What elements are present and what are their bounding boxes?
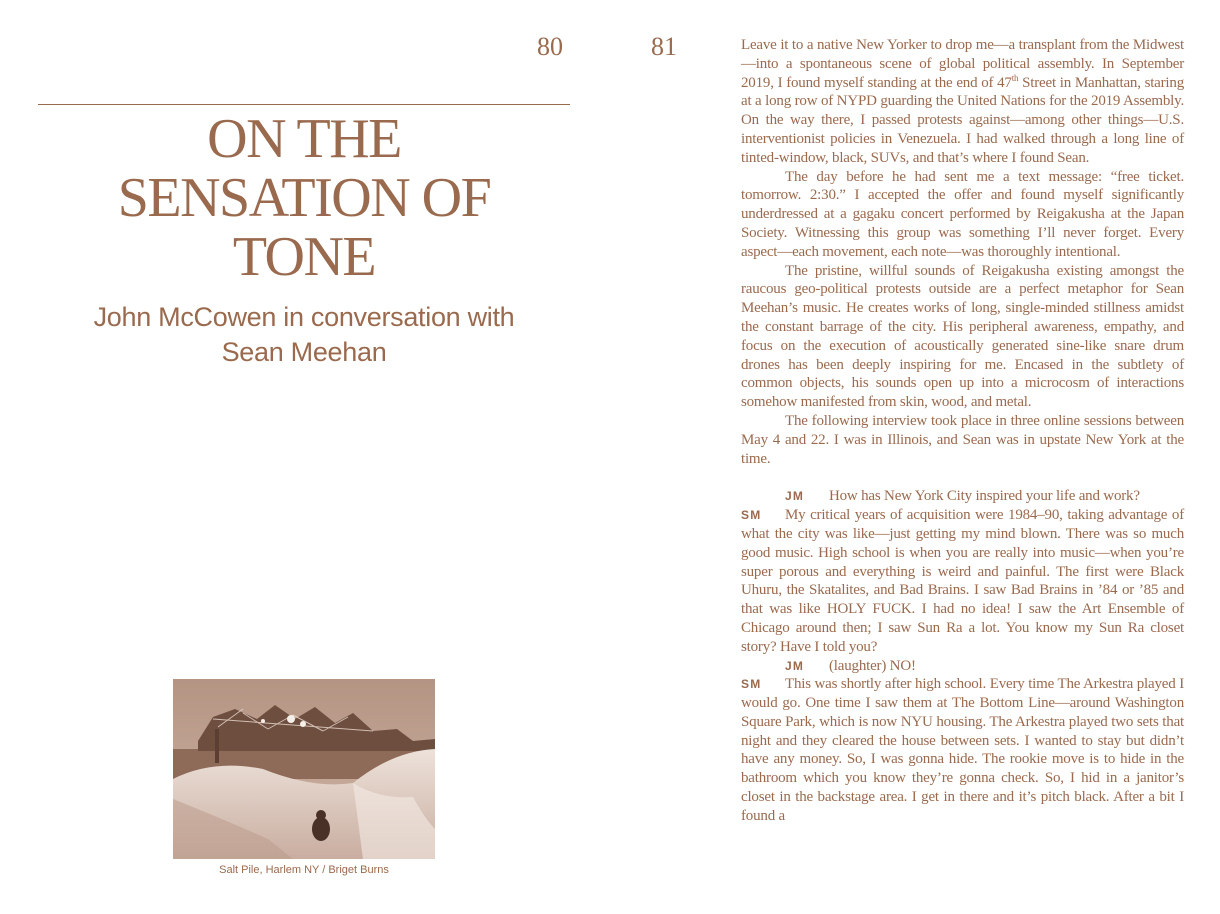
interview-turn: JM How has New York City inspired your life and work? xyxy=(785,488,1140,505)
intro-paragraph: The following interview took place in three online sessions between May 4 and 22. I was in Illinois, and Sean was in upstate New York at the time. xyxy=(741,412,1184,467)
photo-caption: Salt Pile, Harlem NY / Briget Burns xyxy=(219,864,389,876)
section-gap xyxy=(741,468,1184,487)
speaker-label: SM xyxy=(741,508,762,523)
speaker-label: JM xyxy=(785,658,805,673)
title-line-2: SENSATION OF xyxy=(117,167,491,229)
title-rule xyxy=(38,104,570,105)
title-line-3: TONE xyxy=(232,226,376,288)
intro-paragraph: The day before he had sent me a text message: “free ticket. tomorrow. 2:30.” I accepted the offer and found myself significantly underdressed at a gagaku concert performed by Reigakusha at the Japan Society. Witnessing this group was something I’ll never forget. Every aspect—each movement, each note—was thoroughly intentional. xyxy=(741,168,1184,260)
article-body xyxy=(741,36,1184,826)
interview-turn: SM My critical years of acquisition were 1984–90, taking advantage of what the city was like—just getting my mind blown. There was so much good music. High school is when you are really into music—when you’re super porous and everything is weird and painful. The first were Black Uhuru, the Skatalites, and Bad Brains. I saw Bad Brains in ’84 or ’85 and that was like HOLY FUCK. I had no idea! I saw the Art Ensemble of Chicago around then; I saw Sun Ra a lot. You know my Sun Ra closet story? Have I told you? xyxy=(741,507,1184,655)
speaker-label: JM xyxy=(785,489,805,504)
title-line-1: ON THE xyxy=(207,108,401,170)
subtitle-line-1: John McCowen in conversation with xyxy=(93,302,515,332)
salt-pile-photo xyxy=(173,679,435,859)
article-title xyxy=(38,110,570,287)
interview-turn: SM This was shortly after high school. Every time The Arkestra played I would go. One time I saw them at The Bottom Line—around Washington Square Park, which is now NYU housing. The Arkestra played two sets that night and they cleared the house between sets. I wanted to stay but didn’t have any money. So, I was gonna hide. The rookie move is to hide in the bathroom which you know they’re gonna check. So, I hid in a janitor’s closet in the backstage area. I get in there and it’s pitch black. After a bit I found a xyxy=(741,676,1184,824)
intro-paragraph: Leave it to a native New Yorker to drop me—a transplant from the Midwest—into a spontaneous scene of global political assembly. In September 2019, I found myself standing at the end of 47th Street in Manhattan, staring at a long row of NYPD guarding the United Nations for the 2019 Assembly. On the way there, I passed protests against—among other things—U.S. interventionist policies in Venezuela. I had walked through a long line of tinted-window, black, SUVs, and that’s where I found Sean. xyxy=(741,37,1185,166)
interview-turn: JM (laughter) NO! xyxy=(785,657,916,674)
page-number-right: 81 xyxy=(651,32,677,61)
article-subtitle xyxy=(38,300,570,370)
page-number-left: 80 xyxy=(537,32,563,61)
speaker-label: SM xyxy=(741,677,762,692)
subtitle-line-2: Sean Meehan xyxy=(221,337,387,367)
intro-paragraph: The pristine, willful sounds of Reigakusha existing amongst the raucous geo-political protests outside are a perfect metaphor for Sean Meehan’s music. He creates works of long, single-minded stillness amidst the constant barrage of the city. His peripheral awareness, empathy, and focus on the execution of acoustically generated sine-like snare drum drones has been deeply inspiring for me. Encased in the subtlety of common objects, his sounds open up into a microcosm of interactions somehow manifested from skin, wood, and metal. xyxy=(741,262,1184,411)
